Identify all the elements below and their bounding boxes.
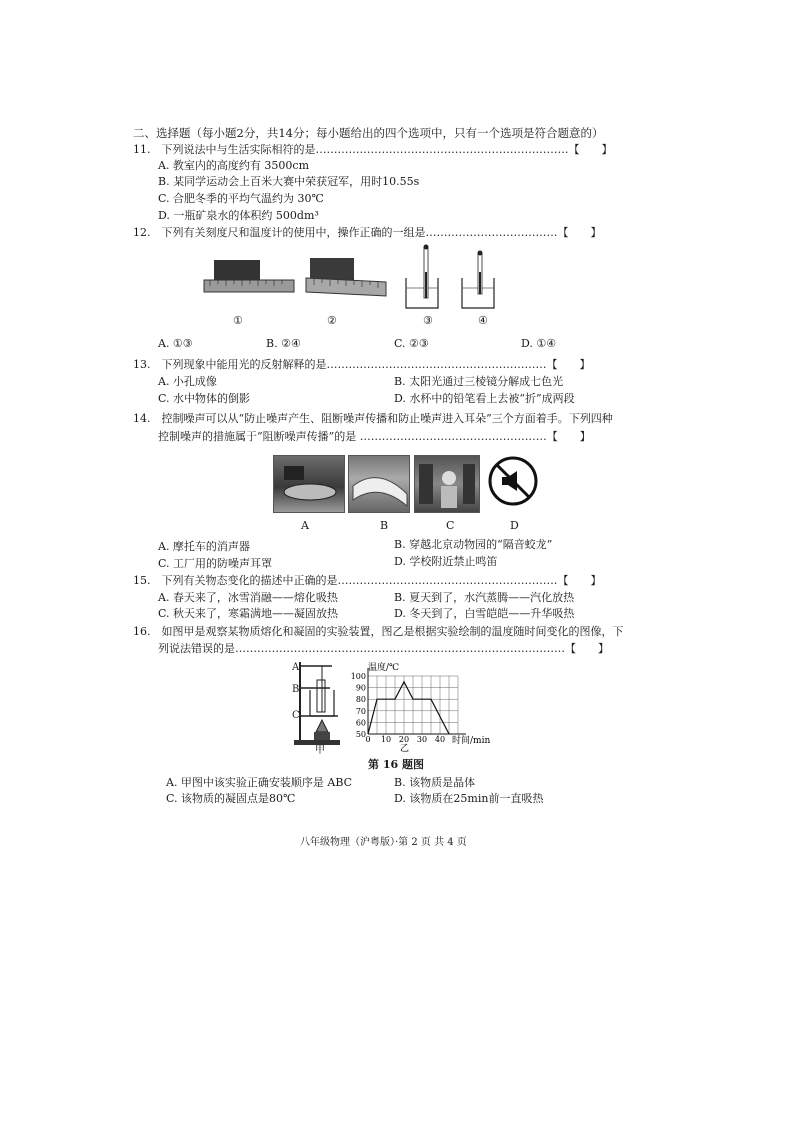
question-15-stem: 15. 下列有关物态变化的描述中正确的是……………………………………………………【 】 bbox=[133, 574, 602, 587]
chart-axes bbox=[368, 668, 466, 734]
question-12-fig-label-2: ② bbox=[327, 314, 337, 327]
chart-series bbox=[368, 682, 449, 734]
temperature-curve-series-1 bbox=[368, 682, 449, 734]
apparatus-label-b: B bbox=[292, 684, 300, 695]
y-tick-label: 60 bbox=[355, 718, 366, 728]
question-12-stem: 12. 下列有关刻度尺和温度计的使用中，操作正确的一组是………………………………【 】 bbox=[133, 226, 602, 239]
chart-panel-label: 乙 bbox=[400, 744, 410, 752]
question-15-option-a: A. 春天来了，冰雪消融——熔化吸热 bbox=[158, 591, 338, 604]
question-13-option-d: D. 水杯中的铅笔看上去被“折”成两段 bbox=[394, 392, 575, 405]
question-11-option-a: A. 教室内的高度约有 3500cm bbox=[158, 159, 310, 172]
chart-x-axis-label: 时间/min bbox=[452, 736, 491, 746]
question-15-option-d: D. 冬天到了，白雪皑皑——升华吸热 bbox=[394, 607, 575, 620]
question-15-option-b: B. 夏天到了，水汽蒸腾——汽化放热 bbox=[394, 591, 575, 604]
x-tick-label: 10 bbox=[380, 735, 392, 744]
ruler-figure-1 bbox=[204, 260, 294, 292]
y-tick-label: 90 bbox=[355, 683, 366, 693]
factory-earmuffs-photo bbox=[414, 455, 480, 513]
question-12-option-d: D. ①④ bbox=[521, 337, 557, 350]
apparatus-label-a: A bbox=[292, 662, 300, 673]
question-11-option-c: C. 合肥冬季的平均气温约为 30℃ bbox=[158, 192, 324, 205]
no-horn-sign-icon bbox=[487, 455, 539, 507]
question-14-option-d: D. 学校附近禁止鸣笛 bbox=[394, 555, 498, 568]
chart-y-axis-label: 温度/℃ bbox=[368, 663, 400, 673]
motorcycle-muffler-photo bbox=[273, 455, 345, 513]
question-14-option-b: B. 穿越北京动物园的“隔音蛟龙” bbox=[394, 538, 553, 551]
question-12-figure bbox=[200, 242, 510, 330]
question-13-stem: 13. 下列现象中能用光的反射解释的是……………………………………………………【 】 bbox=[133, 358, 591, 371]
question-16-option-b: B. 该物质是晶体 bbox=[394, 776, 476, 789]
question-12-option-c: C. ②③ bbox=[394, 337, 429, 350]
question-14-fig-label-c: C bbox=[446, 519, 455, 532]
question-16-option-a: A. 甲图中该实验正确安装顺序是 ABC bbox=[166, 776, 353, 789]
question-13-option-c: C. 水中物体的倒影 bbox=[158, 392, 251, 405]
question-13-option-a: A. 小孔成像 bbox=[158, 375, 217, 388]
sound-barrier-tunnel-photo bbox=[348, 455, 410, 513]
question-14-fig-label-d: D bbox=[510, 519, 519, 532]
y-tick-label: 70 bbox=[355, 706, 366, 716]
question-12-option-a: A. ①③ bbox=[158, 337, 193, 350]
x-tick-label: 0 bbox=[365, 735, 371, 744]
question-16-stem-line-1: 16. 如图甲是观察某物质熔化和凝固的实验装置，图乙是根据实验绘制的温度随时间变化的图像，下 bbox=[133, 625, 624, 638]
question-16-stem-line-2: 列说法错误的是………………………………………………………………………………【 】 bbox=[158, 642, 609, 655]
x-tick-label: 40 bbox=[434, 735, 446, 744]
apparatus-panel-label: 甲 bbox=[315, 745, 325, 756]
question-14-stem-line-2: 控制噪声的措施属于“阻断噪声传播”的是 ……………………………………………【 】 bbox=[158, 430, 591, 443]
thermometer-beaker-4 bbox=[462, 251, 494, 309]
question-13-option-b: B. 太阳光通过三棱镜分解成七色光 bbox=[394, 375, 564, 388]
y-tick-label: 50 bbox=[355, 730, 366, 739]
question-14-option-c: C. 工厂用的防噪声耳罩 bbox=[158, 557, 273, 570]
question-14-fig-label-b: B bbox=[380, 519, 389, 532]
question-16-option-c: C. 该物质的凝固点是80℃ bbox=[166, 792, 296, 805]
experiment-apparatus-figure bbox=[286, 660, 346, 752]
temperature-time-chart bbox=[346, 660, 496, 752]
ruler-figure-2 bbox=[306, 258, 386, 296]
question-14-fig-label-a: A bbox=[301, 519, 309, 532]
y-tick-label: 80 bbox=[355, 695, 366, 705]
apparatus-label-c: C bbox=[292, 710, 300, 721]
y-tick-label: 100 bbox=[350, 672, 366, 681]
question-16-option-d: D. 该物质在25min前一直吸热 bbox=[394, 792, 544, 805]
question-12-fig-label-1: ① bbox=[233, 314, 243, 327]
page-footer: 八年级物理（沪粤版）·第 2 页 共 4 页 bbox=[300, 837, 467, 848]
question-11-option-d: D. 一瓶矿泉水的体积约 500dm³ bbox=[158, 209, 319, 222]
question-12-fig-label-4: ④ bbox=[478, 314, 488, 327]
question-12-fig-label-3: ③ bbox=[423, 314, 433, 327]
thermometer-beaker-3 bbox=[406, 245, 438, 309]
section-title: 二、选择题（每小题2分，共14分；每小题给出的四个选项中，只有一个选项是符合题意的） bbox=[133, 126, 604, 140]
question-11-option-b: B. 某同学运动会上百米大赛中荣获冠军，用时10.55s bbox=[158, 175, 420, 188]
figure-16-caption: 第 16 题图 bbox=[368, 758, 424, 771]
question-15-option-c: C. 秋天来了，寒霜满地——凝固放热 bbox=[158, 607, 339, 620]
x-tick-label: 20 bbox=[398, 735, 410, 744]
question-14-stem-line-1: 14. 控制噪声可以从“防止噪声产生、阻断噪声传播和防止噪声进入耳朵”三个方面着手。下列四种 bbox=[133, 412, 613, 425]
question-11-stem: 11. 下列说法中与生活实际相符的是……………………………………………………………【 】 bbox=[133, 143, 613, 156]
question-12-option-b: B. ②④ bbox=[266, 337, 301, 350]
question-14-option-a: A. 摩托车的消声器 bbox=[158, 540, 250, 553]
x-tick-label: 30 bbox=[416, 735, 428, 744]
